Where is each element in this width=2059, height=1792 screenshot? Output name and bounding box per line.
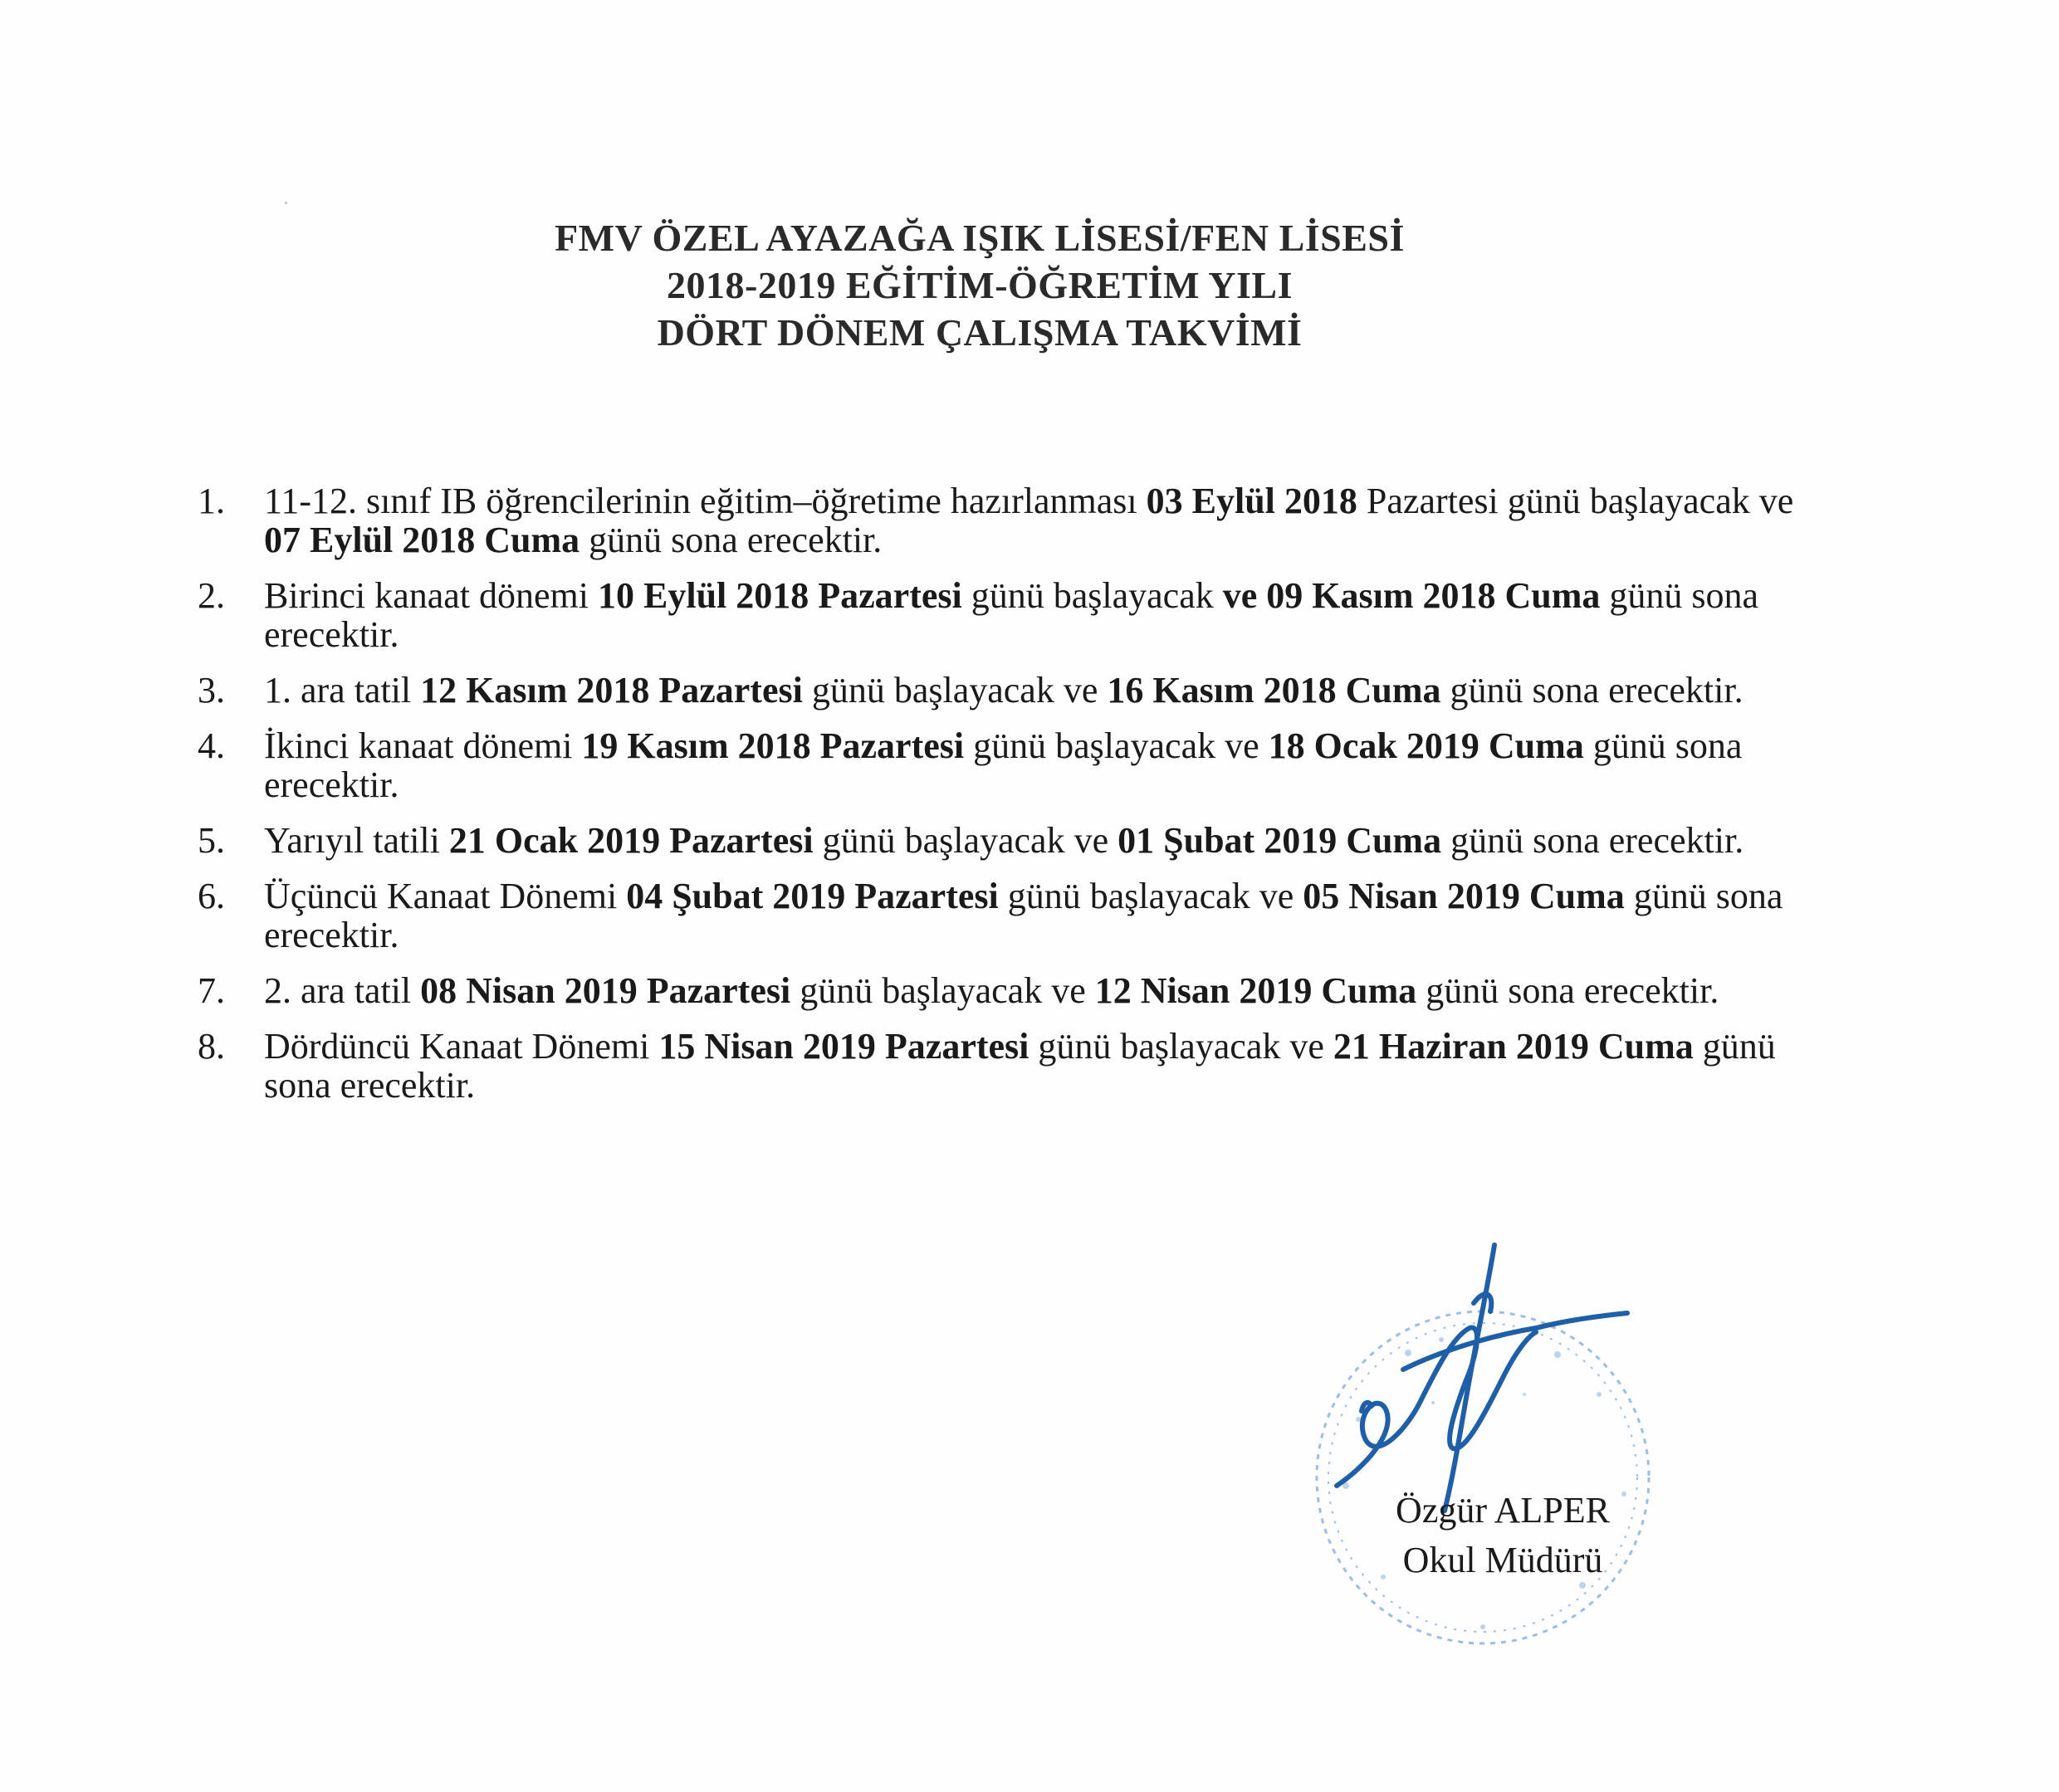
calendar-item <box>198 671 1800 710</box>
calendar-item-phrase: günü başlayacak ve <box>790 970 1095 1011</box>
calendar-item-phrase: günü başlayacak ve <box>813 820 1118 861</box>
calendar-item-phrase: günü sona erecektir. <box>264 575 1759 655</box>
calendar-item <box>198 821 1800 860</box>
calendar-item-phrase: 1. ara tatil <box>264 670 421 710</box>
calendar-item-date: 10 Eylül 2018 Pazartesi <box>598 575 962 616</box>
calendar-item-number: 2. <box>198 575 225 616</box>
calendar-item-phrase: 2. ara tatil <box>264 970 421 1011</box>
calendar-item-text <box>264 876 1800 955</box>
calendar-item-number: 4. <box>198 725 225 766</box>
calendar-item-phrase: 11-12. sınıf IB öğrencilerinin eğitim–öğretime hazırlanması <box>264 481 1147 521</box>
calendar-item <box>198 876 1800 955</box>
calendar-item-phrase: günü sona erecektir. <box>580 520 883 560</box>
calendar-item-phrase: günü başlayacak ve <box>998 876 1303 916</box>
calendar-item-date: ve 09 Kasım 2018 Cuma <box>1222 575 1601 616</box>
calendar-item-phrase: günü başlayacak <box>961 575 1223 616</box>
calendar-item-phrase: Üçüncü Kanaat Dönemi <box>264 876 627 916</box>
calendar-item-date: 21 Ocak 2019 Pazartesi <box>448 820 814 861</box>
calendar-item-number: 3. <box>198 670 225 710</box>
document-header <box>0 214 1959 356</box>
calendar-item-date: 03 Eylül 2018 <box>1146 481 1357 521</box>
calendar-item-phrase: Pazartesi günü başlayacak ve <box>1357 481 1794 521</box>
calendar-item <box>198 481 1800 559</box>
calendar-item-phrase: günü başlayacak ve <box>964 725 1269 766</box>
scan-speck <box>285 202 287 204</box>
signatory-block <box>1328 1486 1677 1585</box>
calendar-item-date: 04 Şubat 2019 Pazartesi <box>626 876 999 916</box>
calendar-item-phrase: Dördüncü Kanaat Dönemi <box>264 1026 659 1067</box>
calendar-item-text <box>264 726 1800 804</box>
header-calendar-title: DÖRT DÖNEM ÇALIŞMA TAKVİMİ <box>657 311 1303 354</box>
calendar-item-number: 6. <box>198 876 225 916</box>
calendar-item-number: 7. <box>198 970 225 1011</box>
calendar-item-number: 8. <box>198 1026 225 1067</box>
calendar-item-phrase: günü sona erecektir. <box>264 876 1783 955</box>
calendar-item-date: 07 Eylül 2018 Cuma <box>264 520 580 560</box>
calendar-item-date: 21 Haziran 2019 Cuma <box>1333 1026 1694 1067</box>
calendar-item-number: 5. <box>198 820 225 861</box>
calendar-item-date: 19 Kasım 2018 Pazartesi <box>581 725 965 766</box>
calendar-item-date: 12 Nisan 2019 Cuma <box>1094 970 1417 1011</box>
calendar-item-phrase: İkinci kanaat dönemi <box>264 725 582 766</box>
calendar-item <box>198 1027 1800 1105</box>
calendar-item-date: 12 Kasım 2018 Pazartesi <box>420 670 803 710</box>
header-school-name: FMV ÖZEL AYAZAĞA IŞIK LİSESİ/FEN LİSESİ <box>555 217 1405 259</box>
calendar-item-phrase: günü sona erecektir. <box>1441 820 1744 861</box>
calendar-item-text <box>264 576 1800 654</box>
calendar-item-phrase: günü sona erecektir. <box>264 725 1743 805</box>
signatory-title: Okul Müdürü <box>1402 1540 1603 1580</box>
calendar-item-phrase: Birinci kanaat dönemi <box>264 575 598 616</box>
calendar-item <box>198 726 1800 804</box>
calendar-item-phrase: günü sona erecektir. <box>1416 970 1719 1011</box>
calendar-item-date: 08 Nisan 2019 Pazartesi <box>420 970 791 1011</box>
calendar-item <box>198 576 1800 654</box>
calendar-item-number: 1. <box>198 481 225 521</box>
calendar-item <box>198 971 1800 1010</box>
calendar-item-phrase: günü sona erecektir. <box>264 1026 1776 1106</box>
calendar-item-date: 18 Ocak 2019 Cuma <box>1268 725 1584 766</box>
calendar-item-phrase: Yarıyıl tatili <box>264 820 449 861</box>
calendar-item-text <box>264 481 1800 559</box>
calendar-item-text <box>264 821 1800 860</box>
calendar-item-text <box>264 971 1800 1010</box>
calendar-item-date: 01 Şubat 2019 Cuma <box>1118 820 1442 861</box>
calendar-item-phrase: günü başlayacak ve <box>802 670 1108 710</box>
calendar-item-date: 16 Kasım 2018 Cuma <box>1107 670 1441 710</box>
signatory-name: Özgür ALPER <box>1396 1490 1610 1531</box>
calendar-item-text <box>264 671 1800 710</box>
calendar-item-text <box>264 1027 1800 1105</box>
calendar-item-date: 05 Nisan 2019 Cuma <box>1303 876 1625 916</box>
calendar-item-list <box>198 481 1800 1121</box>
header-academic-year: 2018-2019 EĞİTİM-ÖĞRETİM YILI <box>667 264 1293 306</box>
calendar-item-phrase: günü başlayacak ve <box>1029 1026 1333 1067</box>
calendar-item-date: 15 Nisan 2019 Pazartesi <box>658 1026 1030 1067</box>
calendar-item-phrase: günü sona erecektir. <box>1440 670 1744 710</box>
